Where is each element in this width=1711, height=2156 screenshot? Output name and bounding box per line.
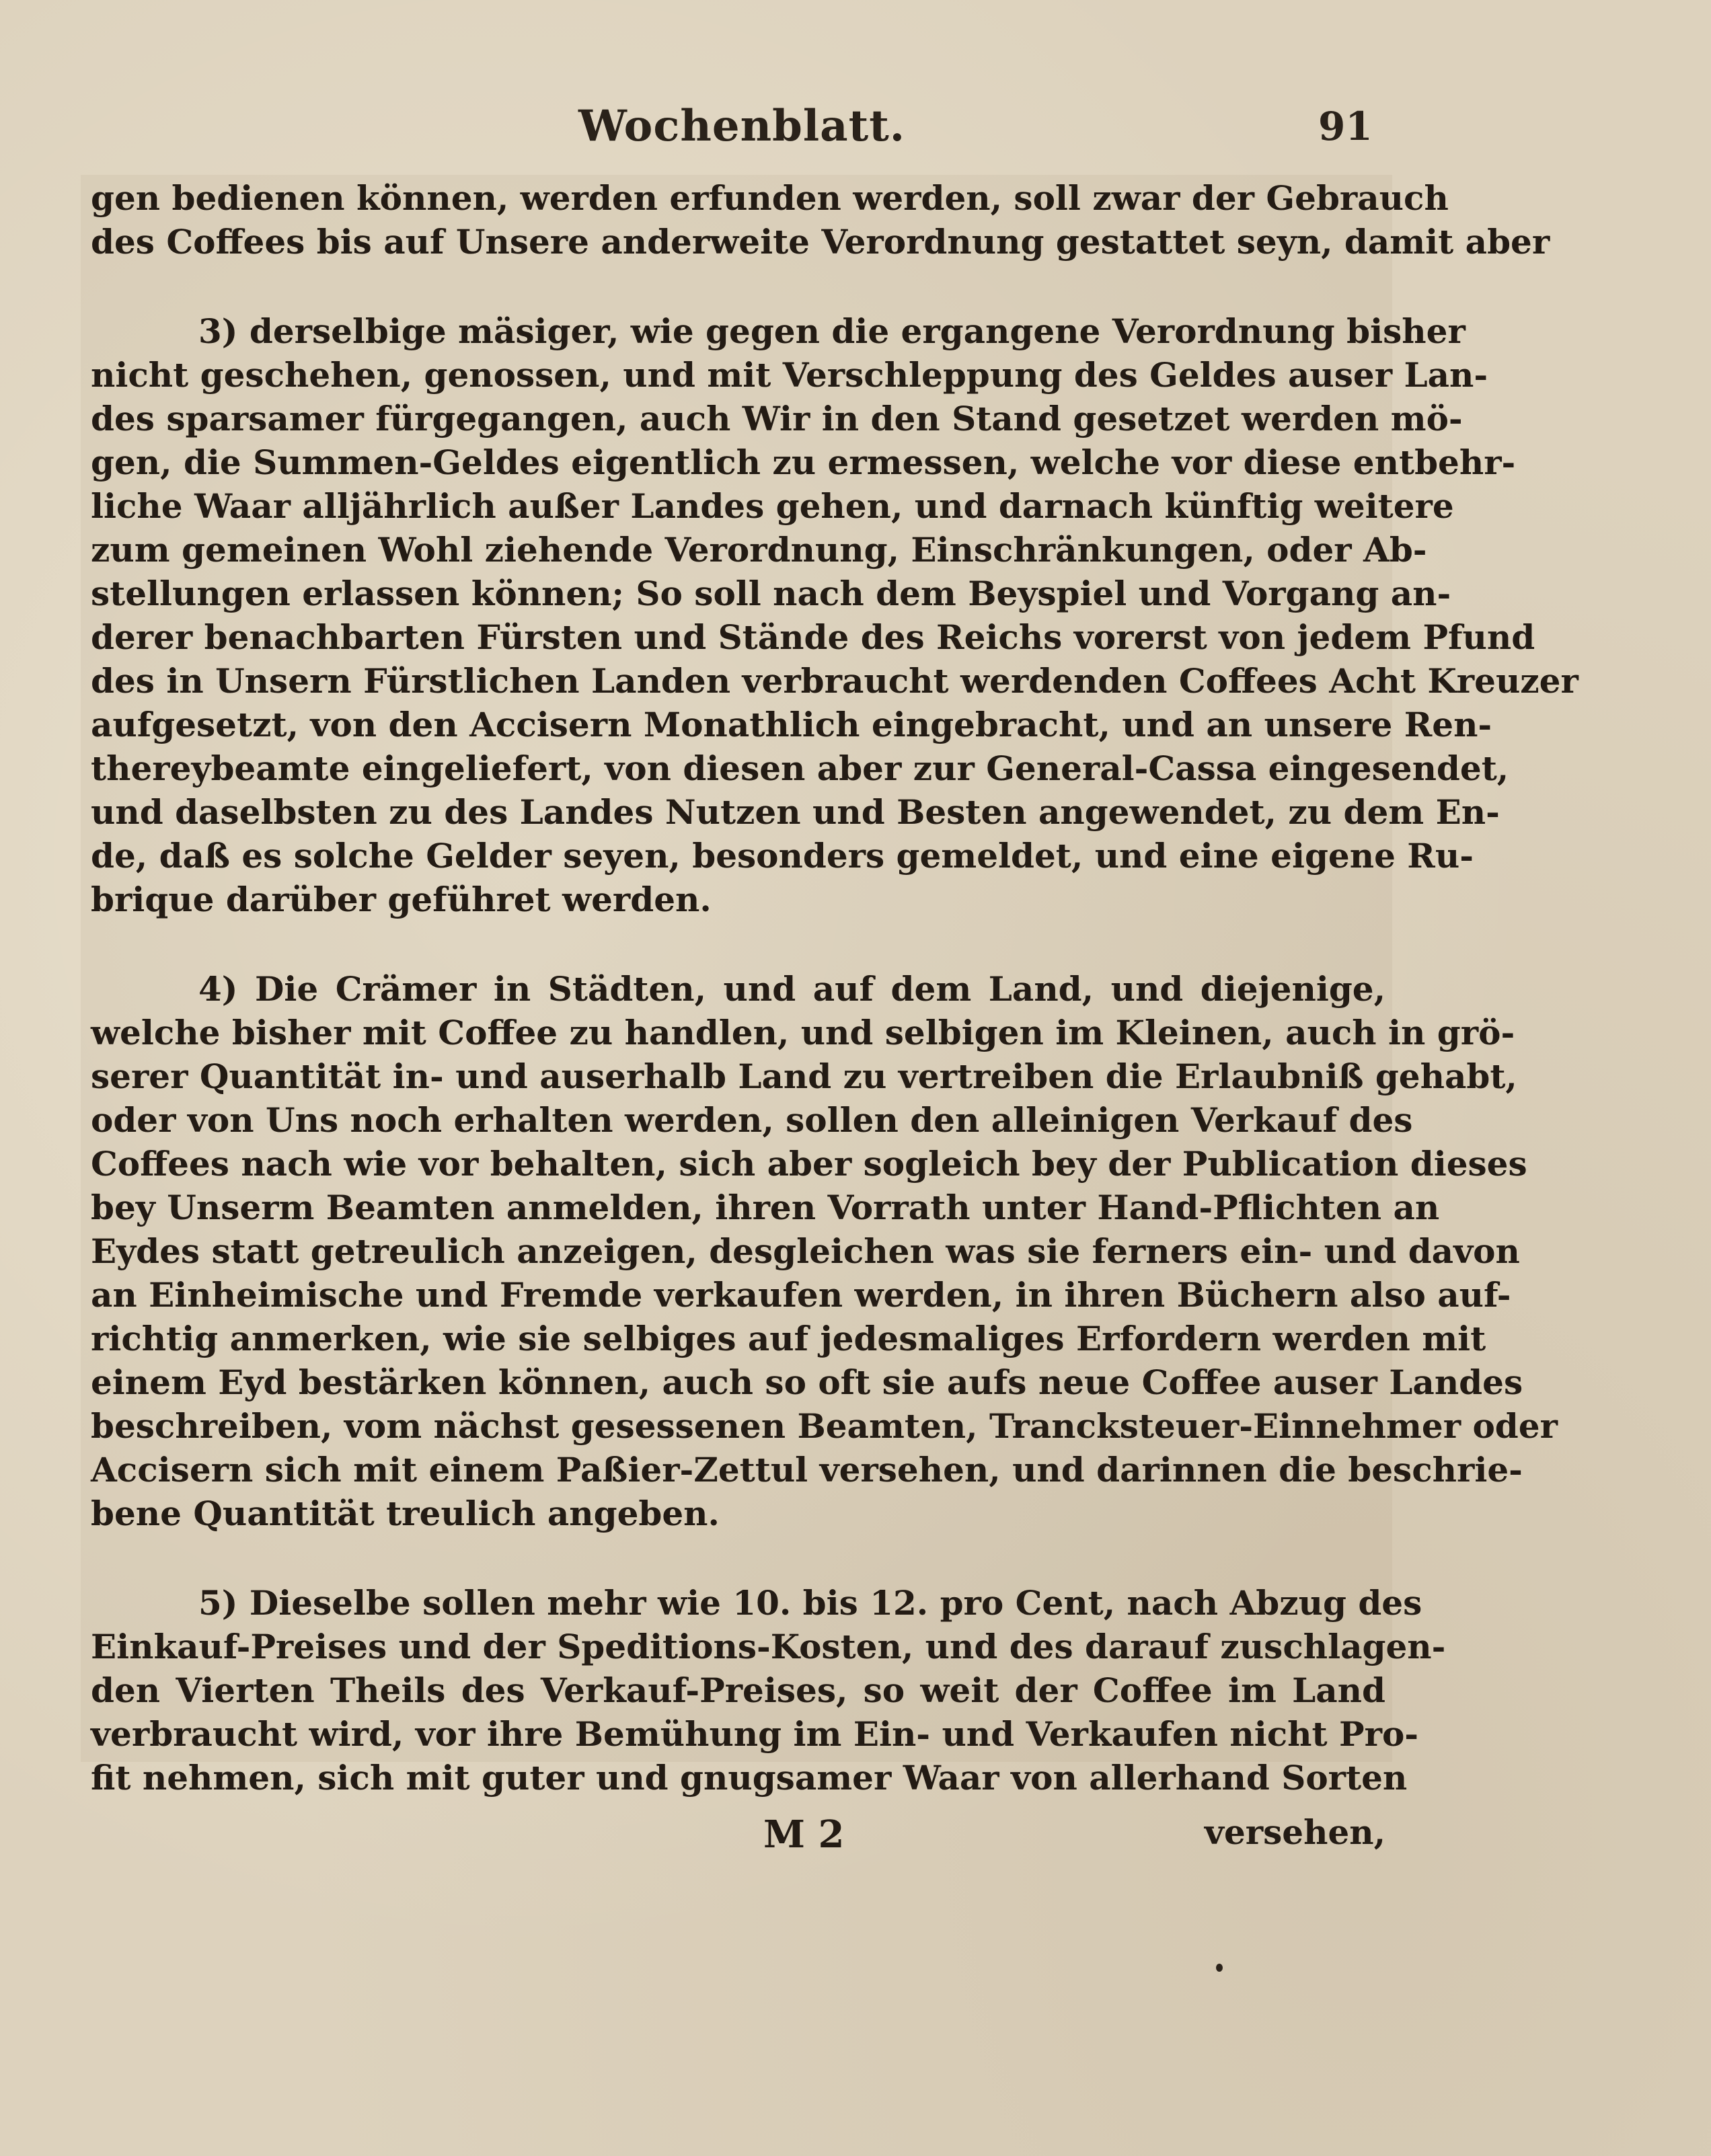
text-line: aufgesetzt, von den Accisern Monathlich eingebracht, und an unsere Ren- xyxy=(91,705,1492,744)
page-footer xyxy=(91,1812,1385,1866)
text-line: nicht geschehen, genossen, und mit Verschleppung des Geldes auser Lan- xyxy=(91,355,1488,395)
text-line: den Vierten Theils des Verkauf-Preises, so weit der Coffee im Land xyxy=(91,1670,1385,1710)
text-line: serer Quantität in- und auserhalb Land zu vertreiben die Erlaubniß gehabt, xyxy=(91,1056,1517,1096)
text-line: richtig anmerken, wie sie selbiges auf jedesmaliges Erfordern werden mit xyxy=(91,1319,1486,1358)
text-line: fit nehmen, sich mit guter und gnugsamer Waar von allerhand Sorten xyxy=(91,1758,1408,1798)
text-line: gen, die Summen-Geldes eigentlich zu ermessen, welche vor diese entbehr- xyxy=(91,442,1516,482)
text-line: verbraucht wird, vor ihre Bemühung im Ein- und Verkaufen nicht Pro- xyxy=(91,1714,1419,1754)
text-line: gen bedienen können, werden erfunden werden, soll zwar der Gebrauch xyxy=(91,178,1449,218)
paragraph-5 xyxy=(91,1581,1446,1800)
text-line: Coffees nach wie vor behalten, sich aber sogleich bey der Publication dieses xyxy=(91,1144,1527,1184)
text-line: des in Unsern Fürstlichen Landen verbraucht werdenden Coffees Acht Kreuzer xyxy=(91,661,1579,701)
text-line: bene Quantität treulich angeben. xyxy=(91,1494,720,1533)
text-line: des sparsamer fürgegangen, auch Wir in den Stand gesetzet werden mö- xyxy=(91,399,1463,438)
text-line: stellungen erlassen können; So soll nach dem Beyspiel und Vorgang an- xyxy=(91,574,1451,613)
signature-mark: M 2 xyxy=(763,1812,845,1857)
text-line: 5) Dieselbe sollen mehr wie 10. bis 12. pro Cent, nach Abzug des xyxy=(198,1583,1422,1623)
ink-speck xyxy=(1216,1964,1223,1972)
text-line: 4) Die Crämer in Städten, und auf dem Land, und diejenige, xyxy=(198,969,1385,1009)
body-text xyxy=(91,176,1579,1800)
text-line: brique darüber geführet werden. xyxy=(91,880,712,919)
intro-paragraph xyxy=(91,176,1550,264)
text-line: oder von Uns noch erhalten werden, sollen den alleinigen Verkauf des xyxy=(91,1100,1413,1140)
page-header xyxy=(0,94,1711,161)
page-number: 91 xyxy=(1318,104,1373,149)
catchword: versehen, xyxy=(1204,1812,1385,1852)
paragraph-3 xyxy=(91,309,1579,921)
text-line: an Einheimische und Fremde verkaufen werden, in ihren Büchern also auf- xyxy=(91,1275,1511,1315)
text-line: einem Eyd bestärken können, auch so oft sie aufs neue Coffee auser Landes xyxy=(91,1362,1523,1402)
text-line: welche bisher mit Coffee zu handlen, und selbigen im Kleinen, auch in grö- xyxy=(91,1013,1515,1052)
text-line: beschreiben, vom nächst gesessenen Beamten, Trancksteuer-Einnehmer oder xyxy=(91,1406,1558,1446)
text-line: thereybeamte eingeliefert, von diesen aber zur General-Cassa eingesendet, xyxy=(91,748,1509,788)
text-line: und daselbsten zu des Landes Nutzen und Besten angewendet, zu dem En- xyxy=(91,792,1500,832)
text-line: bey Unserm Beamten anmelden, ihren Vorrath unter Hand-Pflichten an xyxy=(91,1188,1440,1227)
text-line: des Coffees bis auf Unsere anderweite Verordnung gestattet seyn, damit aber xyxy=(91,222,1550,262)
text-line: Accisern sich mit einem Paßier-Zettul versehen, und darinnen die beschrie- xyxy=(91,1450,1523,1490)
text-line: Einkauf-Preises und der Speditions-Kosten, und des darauf zuschlagen- xyxy=(91,1627,1446,1666)
running-head: Wochenblatt. xyxy=(578,101,906,151)
text-line: 3) derselbige mäsiger, wie gegen die ergangene Verordnung bisher xyxy=(198,311,1466,351)
text-line: de, daß es solche Gelder seyen, besonders gemeldet, und eine eigene Ru- xyxy=(91,836,1474,876)
paragraph-4 xyxy=(91,967,1558,1535)
text-line: Eydes statt getreulich anzeigen, desgleichen was sie ferners ein- und davon xyxy=(91,1231,1520,1271)
text-line: derer benachbarten Fürsten und Stände des Reichs vorerst von jedem Pfund xyxy=(91,617,1535,657)
text-line: zum gemeinen Wohl ziehende Verordnung, Einschränkungen, oder Ab- xyxy=(91,530,1427,570)
text-line: liche Waar alljährlich außer Landes gehen, und darnach künftig weitere xyxy=(91,486,1454,526)
